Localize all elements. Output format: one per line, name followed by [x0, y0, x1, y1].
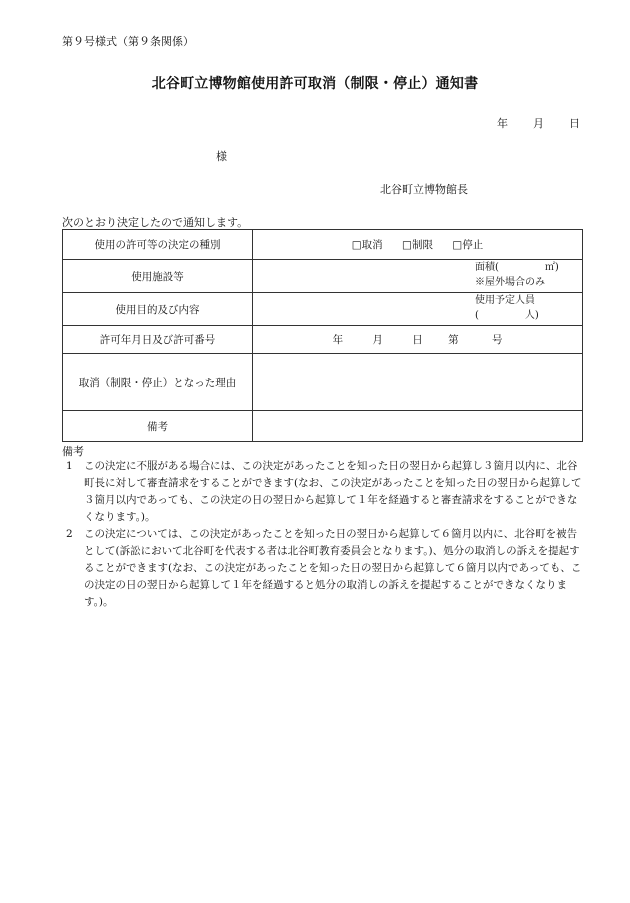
intro-text: 次のとおり決定したので通知します。 — [62, 216, 249, 229]
permit-dai: 第 — [448, 334, 459, 346]
permit-date-label: 許可年月日及び許可番号 — [63, 326, 253, 354]
facility-label: 使用施設等 — [63, 260, 253, 293]
purpose-cell[interactable] — [253, 293, 583, 326]
notes-heading: 備考 — [62, 445, 84, 458]
note-text: この決定に不服がある場合には、この決定があったことを知った日の翌日から起算し３箇月以内に、北谷町長に対して審査請求をすることができます(なお、この決定があったことを知った日の翌日から起算して３箇月以内であっても、この決定の日の翌日から起算して１年を経過すると審査請求をすることができなくなります。)。 — [84, 460, 582, 523]
purpose-label: 使用目的及び内容 — [63, 293, 253, 326]
table-row — [63, 293, 583, 326]
area-label: 面積( — [475, 262, 499, 273]
note-number: 2 — [66, 528, 73, 540]
date-month-label: 月 — [533, 117, 544, 130]
reason-cell[interactable] — [253, 354, 583, 411]
permit-date-cell[interactable] — [253, 326, 583, 354]
addressee-suffix: 様 — [216, 150, 227, 163]
note-number: 1 — [66, 460, 73, 472]
issuer-name: 北谷町立博物館長 — [380, 183, 468, 196]
people-field — [475, 309, 539, 323]
option-restrict-checkbox[interactable]: □制限 — [402, 239, 433, 251]
area-field — [475, 261, 559, 275]
table-row — [63, 230, 583, 260]
document-title: 北谷町立博物館使用許可取消（制限・停止）通知書 — [151, 76, 479, 92]
note-item — [62, 458, 582, 526]
reason-label: 取消（制限・停止）となった理由 — [63, 354, 253, 411]
option-stop-checkbox[interactable]: □停止 — [452, 239, 484, 251]
decision-type-options — [253, 230, 583, 260]
table-row — [63, 326, 583, 354]
permit-go: 号 — [491, 334, 503, 346]
people-open: ( — [475, 310, 479, 321]
table-row — [63, 411, 583, 442]
permit-day: 日 — [412, 334, 423, 346]
notification-table — [62, 229, 583, 442]
permit-year: 年 — [332, 334, 344, 346]
people-label: 使用予定人員 — [475, 295, 535, 306]
note-text: この決定については、この決定があったことを知った日の翌日から起算して６箇月以内に、北谷町を被告として(訴訟において北谷町を代表する者は北谷町教育委員会となります。)、処分の取消しの訴えを提起することができます(なお、この決定があったことを知った日の翌日から起算して６箇月以内であっても、この決定の日の翌日から起算して１年を経過すると処分の取消しの訴えを提起することができなくなります。)。 — [84, 528, 582, 608]
decision-type-label: 使用の許可等の決定の種別 — [63, 230, 253, 260]
facility-cell[interactable] — [253, 260, 583, 293]
date-day-label: 日 — [569, 117, 580, 130]
table-row — [63, 354, 583, 411]
permit-month: 月 — [372, 334, 383, 346]
option-cancel-checkbox[interactable]: □取消 — [351, 239, 383, 251]
note-item — [62, 526, 582, 611]
outdoor-note: ※屋外場合のみ — [475, 277, 545, 288]
form-number: 第９号様式（第９条関係） — [62, 35, 194, 48]
people-unit: 人) — [524, 310, 539, 321]
date-year-label: 年 — [497, 117, 508, 130]
table-row — [63, 260, 583, 293]
remarks-cell[interactable] — [253, 411, 583, 442]
area-unit: ㎡) — [544, 262, 559, 273]
remarks-label: 備考 — [63, 411, 253, 442]
